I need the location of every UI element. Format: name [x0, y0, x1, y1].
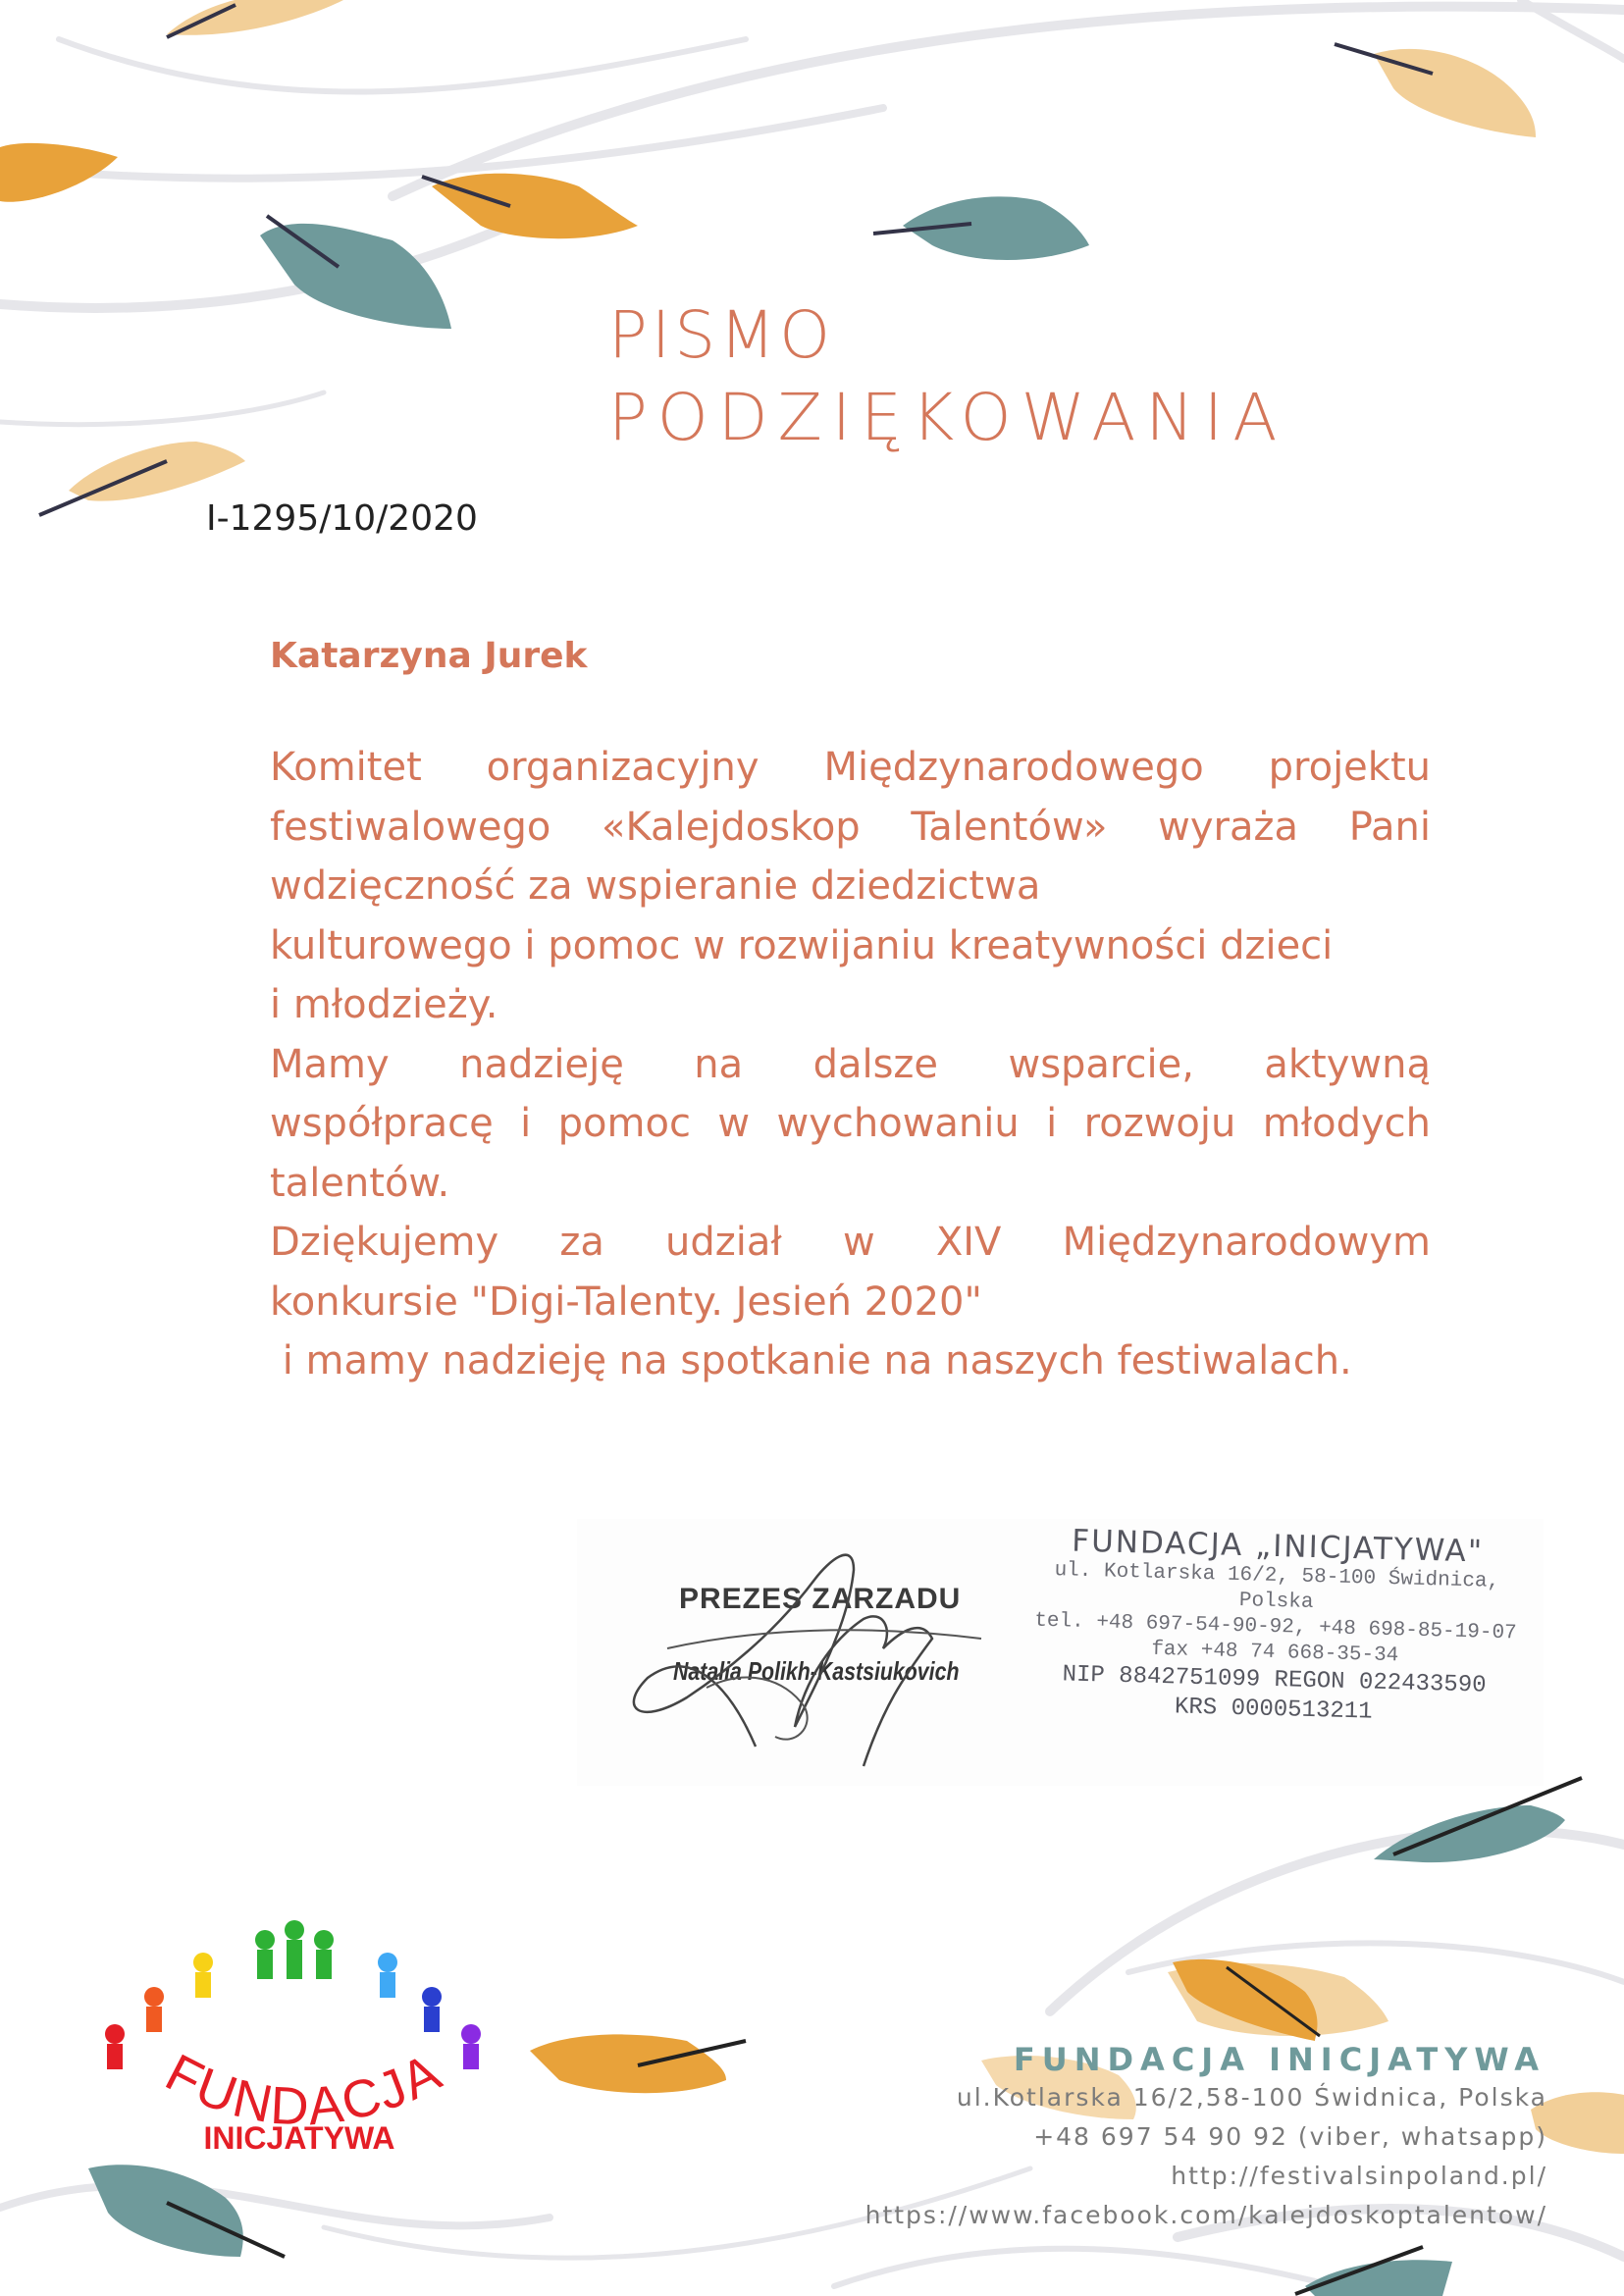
- body-line: wdzięczność za wspieranie dziedzictwa: [270, 863, 1041, 909]
- stamp-title: FUNDACJA „INICJATYWA": [1071, 1523, 1485, 1570]
- fundacja-logo: [93, 1918, 505, 2164]
- footer-facebook-link[interactable]: https://www.facebook.com/kalejdoskoptalentow/: [864, 2201, 1547, 2229]
- stamp-address: ul. Kotlarska 16/2, 58-100 Świdnica, Polska: [1054, 1559, 1500, 1614]
- stamp-fax: fax +48 74 668-35-34: [1151, 1638, 1399, 1668]
- handwritten-signature: [608, 1531, 1021, 1786]
- body-line: i mamy nadzieję na spotkanie na naszych festiwalach.: [270, 1338, 1352, 1383]
- body-line: Dziękujemy za udział w XIV Międzynarodowym: [270, 1220, 1431, 1265]
- footer-org-name: FUNDACJA INICJATYWA: [1013, 2041, 1545, 2078]
- letter-body: [270, 738, 1431, 1391]
- signature-name: Natalia Polikh-Kastsiukovich: [673, 1656, 960, 1686]
- stamp-nip-regon: NIP 8842751099 REGON 022433590: [1062, 1661, 1487, 1699]
- recipient-name: Katarzyna Jurek: [270, 636, 588, 676]
- body-line: kulturowego i pomoc w rozwijaniu kreatywności dzieci: [270, 922, 1334, 968]
- signature-role: PREZES ZARZADU: [679, 1583, 962, 1615]
- body-line: talentów.: [270, 1160, 450, 1206]
- stamp-krs: KRS 0000513211: [1174, 1694, 1373, 1726]
- body-line: współpracę i pomoc w wychowaniu i rozwoju młodych: [270, 1101, 1431, 1146]
- footer-website-link[interactable]: http://festivalsinpoland.pl/: [1171, 2162, 1547, 2190]
- title-line-2: PODZIĘKOWANIA: [608, 380, 1287, 455]
- logo-word-2: INICJATYWA: [203, 2120, 395, 2156]
- reference-number: I-1295/10/2020: [206, 498, 478, 539]
- body-line: i młodzieży.: [270, 982, 498, 1027]
- organization-stamp: [1022, 1522, 1528, 1731]
- body-line: Mamy nadzieję na dalsze wsparcie, aktywną: [270, 1041, 1431, 1087]
- stamp-tel: tel. +48 697-54-90-92, +48 698-85-19-07: [1034, 1609, 1517, 1645]
- title-line-1: PISMO: [608, 297, 835, 373]
- footer-phone: +48 697 54 90 92 (viber, whatsapp): [1033, 2122, 1547, 2151]
- body-line: festiwalowego «Kalejdoskop Talentów» wyraża Pani: [270, 804, 1431, 850]
- document-title: [608, 294, 1286, 459]
- body-line: Komitet organizacyjny Międzynarodowego projektu: [270, 745, 1431, 790]
- logo-word-1: FUNDACJA: [156, 2042, 451, 2137]
- footer-address: ul.Kotlarska 16/2,58-100 Świdnica, Polska: [956, 2083, 1547, 2112]
- body-line: konkursie "Digi-Talenty. Jesień 2020": [270, 1278, 982, 1325]
